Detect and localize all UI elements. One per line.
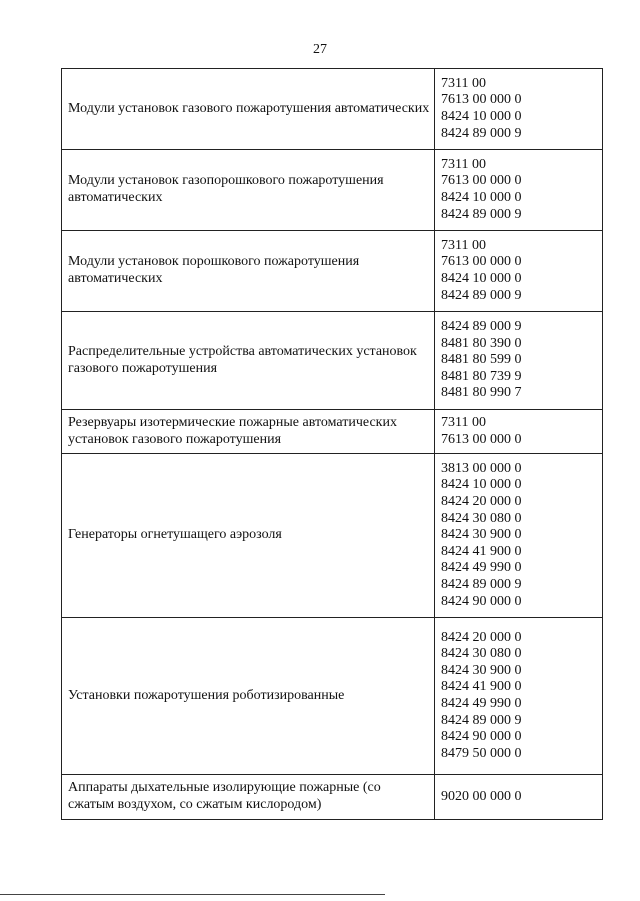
tn-ved-code: 8424 89 000 9 (441, 287, 522, 303)
tn-ved-code: 3813 00 000 0 (441, 460, 522, 476)
codes-cell (435, 775, 603, 820)
product-name-cell (62, 150, 435, 231)
codes-cell (435, 69, 603, 150)
tn-ved-code: 8424 41 900 0 (441, 679, 522, 695)
product-name-cell (62, 231, 435, 312)
product-code-table (61, 68, 603, 820)
table-row (62, 150, 603, 231)
tn-ved-code: 8424 49 990 0 (441, 560, 522, 576)
tn-ved-code: 8424 30 900 0 (441, 662, 522, 678)
tn-ved-code: 8424 20 000 0 (441, 494, 522, 510)
tn-ved-code: 7311 00 (441, 156, 486, 172)
tn-ved-code: 8424 30 080 0 (441, 646, 522, 662)
tn-ved-code: 8424 89 000 9 (441, 712, 522, 728)
tn-ved-code: 7613 00 000 0 (441, 92, 522, 108)
tn-ved-code: 8479 50 000 0 (441, 745, 522, 761)
tn-ved-code: 8481 80 990 7 (441, 385, 522, 401)
tn-ved-code: 8424 49 990 0 (441, 696, 522, 711)
tn-ved-code: 8424 89 000 9 (441, 125, 522, 141)
tn-ved-code: 8481 80 739 9 (441, 368, 522, 384)
product-name: Распределительные устройства автоматических установок газового пожаротушения (68, 343, 417, 376)
tn-ved-code: 8424 30 900 0 (441, 527, 522, 543)
product-name: Аппараты дыхательные изолирующие пожарные (со сжатым воздухом, со сжатым кислородом) (68, 780, 381, 812)
tn-ved-code: 9020 00 000 0 (441, 788, 522, 804)
tn-ved-code: 8424 89 000 9 (441, 576, 522, 592)
tn-ved-code: 8424 41 900 0 (441, 543, 522, 559)
table-row (62, 618, 603, 775)
tn-ved-code: 7613 00 000 0 (441, 431, 522, 447)
product-name: Модули установок газопорошкового пожаротушения автоматических (68, 173, 384, 205)
tn-ved-code: 8424 90 000 0 (441, 593, 522, 609)
codes-cell (435, 231, 603, 312)
tn-ved-code: 8424 89 000 9 (441, 206, 522, 222)
product-name-cell (62, 775, 435, 820)
product-name: Модули установок порошкового пожаротушения автоматических (68, 254, 360, 286)
tn-ved-code: 8424 89 000 9 (441, 319, 522, 335)
codes-cell (435, 410, 603, 454)
tn-ved-code: 8424 20 000 0 (441, 629, 522, 645)
tn-ved-code: 8424 10 000 0 (441, 477, 522, 493)
tn-ved-code: 7613 00 000 0 (441, 173, 522, 189)
product-name-cell (62, 618, 435, 775)
table-row (62, 454, 603, 618)
product-name: Резервуары изотермические пожарные автоматических установок газового пожаротушения (68, 414, 397, 447)
product-name-cell (62, 69, 435, 150)
page-bottom-rule (0, 894, 385, 895)
tn-ved-code: 7311 00 (441, 414, 486, 430)
tn-ved-code: 8424 10 000 0 (441, 109, 522, 124)
table-row (62, 231, 603, 312)
table-row (62, 312, 603, 410)
product-name: Генераторы огнетушащего аэрозоля (68, 527, 282, 543)
product-name-cell (62, 454, 435, 618)
table-body (62, 69, 603, 820)
table-row (62, 69, 603, 150)
tn-ved-code: 8481 80 599 0 (441, 352, 522, 368)
table-row (62, 775, 603, 820)
codes-cell (435, 618, 603, 775)
product-name-cell (62, 312, 435, 410)
table-row (62, 410, 603, 454)
tn-ved-code: 7311 00 (441, 237, 486, 253)
tn-ved-code: 8424 10 000 0 (441, 271, 522, 286)
product-name: Установки пожаротушения роботизированные (68, 687, 345, 703)
codes-cell (435, 312, 603, 410)
tn-ved-code: 8481 80 390 0 (441, 335, 522, 351)
codes-cell (435, 454, 603, 618)
tn-ved-code: 8424 10 000 0 (441, 190, 522, 205)
page-number: 27 (313, 42, 327, 57)
tn-ved-code: 7613 00 000 0 (441, 254, 522, 270)
product-name: Модули установок газового пожаротушения автоматических (68, 100, 430, 116)
tn-ved-code: 7311 00 (441, 75, 486, 91)
tn-ved-code: 8424 30 080 0 (441, 510, 522, 526)
codes-cell (435, 150, 603, 231)
tn-ved-code: 8424 90 000 0 (441, 729, 522, 745)
product-name-cell (62, 410, 435, 454)
